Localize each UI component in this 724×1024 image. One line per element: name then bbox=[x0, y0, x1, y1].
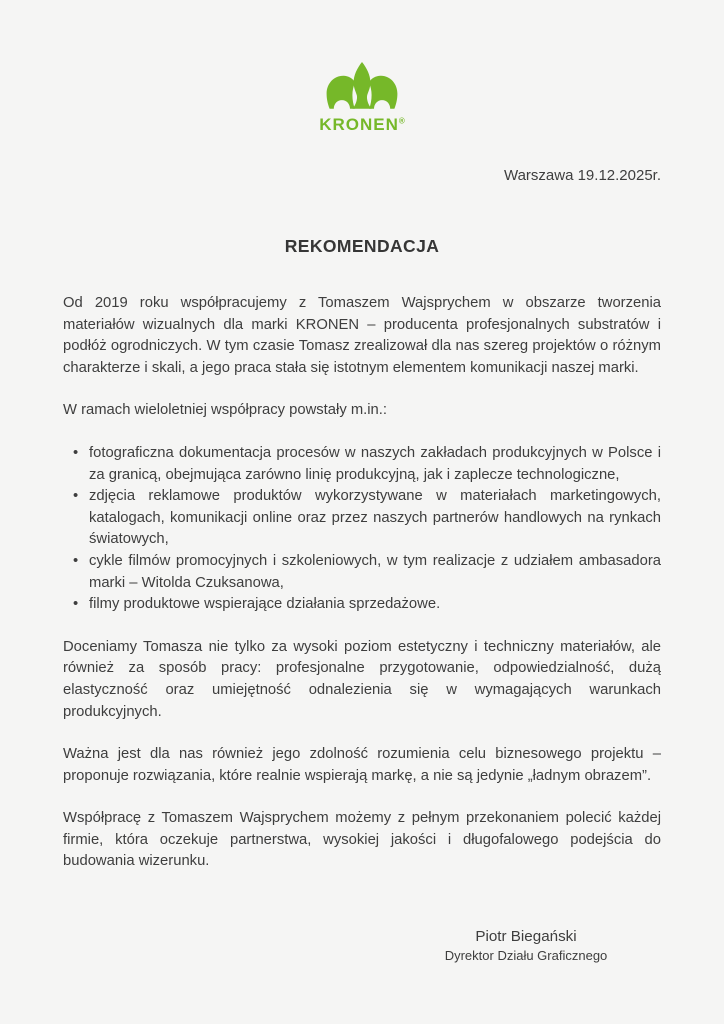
achievements-list bbox=[63, 443, 661, 616]
paragraph-appreciation: Doceniamy Tomasza nie tylko za wysoki poziom estetyczny i techniczny materiałów, ale również za sposób pracy: profesjonalne przygotowanie, odpowiedzialność, dużą elastyczność oraz umiejętność odnalezienia się w wymagających warunkach produkcyjnych. bbox=[63, 638, 661, 720]
list-intro: W ramach wieloletniej współpracy powstały m.in.: bbox=[63, 402, 387, 419]
signature-role: Dyrektor Działu Graficznego bbox=[444, 948, 608, 964]
registered-trademark-symbol: ® bbox=[398, 116, 405, 126]
signature-name: Piotr Biegański bbox=[475, 928, 577, 946]
paragraph-intro: Od 2019 roku współpracujemy z Tomaszem Wajsprychem w obszarze tworzenia materiałów wizualnych dla marki KRONEN – producenta profesjonalnych substratów i podłóż ogrodniczych. W tym czasie Tomasz zrealizował dla nas szereg projektów o różnym charakterze i skali, a jego praca stała się istotnym elementem komunikacji naszej marki. bbox=[63, 295, 661, 376]
signature-block bbox=[391, 927, 661, 965]
list-item: • cykle filmów promocyjnych i szkoleniowych, w tym realizacje z udziałem ambasadora marki – Witolda Czuksanowa, bbox=[89, 551, 661, 594]
paragraph-business-understanding: Ważna jest dla nas również jego zdolność rozumienia celu biznesowego projektu – proponuje rozwiązania, które realnie wspierają markę, a nie są jedynie „ładnym obrazem”. bbox=[63, 746, 661, 784]
kronen-fleur-de-lis-icon bbox=[326, 60, 398, 112]
list-item: • filmy produktowe wspierające działania sprzedażowe. bbox=[89, 594, 661, 616]
kronen-wordmark: KRONEN® bbox=[319, 115, 405, 134]
list-item: • fotograficzna dokumentacja procesów w naszych zakładach produkcyjnych w Polsce i za granicą, obejmująca zarówno linię produkcyjną, jak i zaplecze technologiczne, bbox=[89, 443, 661, 486]
date-line: Warszawa 19.12.2025r. bbox=[503, 167, 661, 184]
kronen-logo bbox=[63, 0, 661, 135]
document-body bbox=[63, 293, 661, 873]
list-item: • zdjęcia reklamowe produktów wykorzystywane w materiałach marketingowych, katalogach, komunikacji online oraz przez naszych partnerów handlowych na rynkach światowych, bbox=[89, 486, 661, 551]
document-title: REKOMENDACJA bbox=[284, 236, 440, 256]
paragraph-recommendation: Współpracę z Tomaszem Wajsprychem możemy z pełnym przekonaniem polecić każdej firmie, która oczekuje partnerstwa, wysokiej jakości i długofalowego podejścia do budowania wizerunku. bbox=[63, 810, 661, 870]
